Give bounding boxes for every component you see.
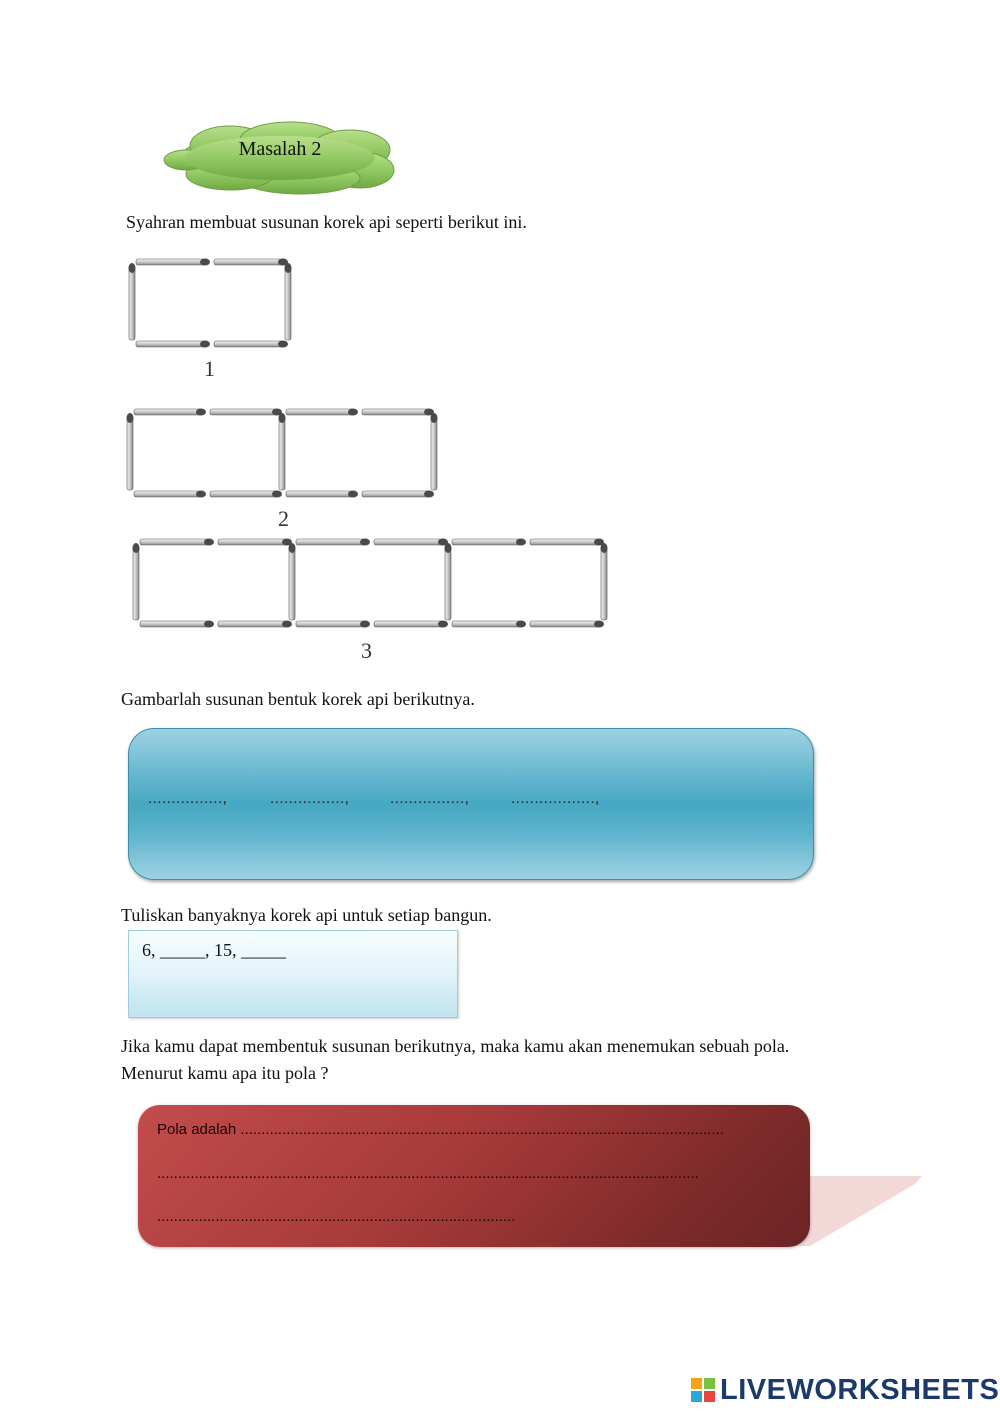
matchstick-head (424, 491, 434, 498)
matchstick (296, 621, 366, 627)
matchstick (286, 491, 354, 497)
matchstick-head (278, 341, 288, 348)
matchstick (452, 621, 522, 627)
matchstick (601, 546, 607, 620)
matchstick-head (127, 413, 134, 423)
matchstick (214, 341, 284, 347)
matchstick-head (133, 543, 140, 553)
matchstick (140, 621, 210, 627)
matchstick (210, 491, 278, 497)
matchstick (134, 491, 202, 497)
matchstick-head (279, 413, 286, 423)
matchstick (136, 341, 206, 347)
figure-label-2: 2 (278, 506, 289, 531)
matchstick-head (594, 621, 604, 628)
matchstick-figures (120, 250, 620, 670)
matchstick (452, 539, 522, 545)
matchstick (374, 621, 444, 627)
matchstick (530, 539, 600, 545)
blank-answer-3[interactable]: ................, (390, 790, 470, 807)
matchstick (289, 546, 295, 620)
matchstick (140, 539, 210, 545)
matchstick-head (601, 543, 608, 553)
matchstick (445, 546, 451, 620)
blank-answer-1[interactable]: ................, (148, 790, 228, 807)
task3-line2: Menurut kamu apa itu pola ? (121, 1063, 329, 1083)
matchstick-head (129, 263, 136, 273)
matchstick (134, 409, 202, 415)
matchstick (218, 621, 288, 627)
task3-line1: Jika kamu dapat membentuk susunan berikutnya, maka kamu akan menemukan sebuah pola. (121, 1036, 790, 1056)
matchstick-head (204, 621, 214, 628)
matchstick (210, 409, 278, 415)
matchstick (431, 416, 437, 490)
matchstick-head (348, 491, 358, 498)
liveworksheets-logo (690, 1372, 999, 1408)
matchstick (127, 416, 133, 490)
sequence-answer[interactable]: 6, _____, 15, _____ (142, 940, 286, 960)
intro-text: Syahran membuat susunan korek api seperti berikut ini. (126, 212, 527, 232)
matchstick (285, 266, 291, 340)
matchstick (214, 259, 284, 265)
matchstick (530, 621, 600, 627)
pola-line-2[interactable]: .................................................................................................................................. (157, 1165, 699, 1182)
matchstick-head (285, 263, 292, 273)
pola-line-1[interactable]: Pola adalah .................................................................................................................... (157, 1121, 724, 1138)
matchstick-head (200, 259, 210, 266)
matchstick-head (204, 539, 214, 546)
blank-answer-2[interactable]: ................, (270, 790, 350, 807)
figure-label-3: 3 (361, 638, 372, 663)
matchstick-head (438, 621, 448, 628)
matchstick-head (196, 409, 206, 416)
red-box-shadow (790, 1176, 930, 1246)
matchstick-head (272, 491, 282, 498)
matchstick (129, 266, 135, 340)
page-title: Masalah 2 (238, 138, 322, 160)
matchstick-head (516, 621, 526, 628)
matchstick-head (200, 341, 210, 348)
matchstick-head (282, 621, 292, 628)
matchstick (133, 546, 139, 620)
matchstick-head (289, 543, 296, 553)
matchstick-head (431, 413, 438, 423)
matchstick (218, 539, 288, 545)
matchstick (362, 409, 430, 415)
matchstick-head (516, 539, 526, 546)
matchstick (296, 539, 366, 545)
figure-label-1: 1 (204, 356, 215, 381)
matchstick (279, 416, 285, 490)
logo-icon (690, 1377, 716, 1403)
matchstick-head (445, 543, 452, 553)
pola-line-3[interactable]: ...................................................................................... (157, 1208, 516, 1225)
task2-instruction: Tuliskan banyaknya korek api untuk setiap bangun. (121, 905, 492, 925)
matchstick (374, 539, 444, 545)
matchstick (286, 409, 354, 415)
matchstick-head (360, 539, 370, 546)
matchstick-head (360, 621, 370, 628)
blank-answer-4[interactable]: .................., (511, 790, 600, 807)
drawing-answer-box (128, 728, 814, 880)
matchstick (362, 491, 430, 497)
matchstick (136, 259, 206, 265)
matchstick-head (196, 491, 206, 498)
task1-instruction: Gambarlah susunan bentuk korek api berikutnya. (121, 689, 475, 709)
logo-text: LIVEWORKSHEETS (720, 1373, 1000, 1406)
matchstick-head (348, 409, 358, 416)
